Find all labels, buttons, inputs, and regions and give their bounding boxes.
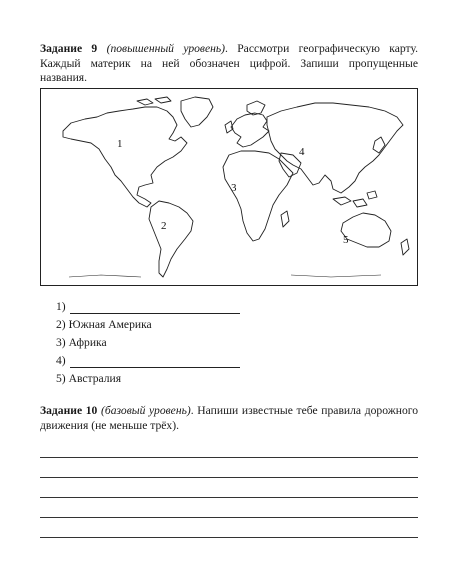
task-10-level: (базовый уровень)	[101, 404, 191, 417]
australia-outline	[341, 213, 391, 247]
answer-number: 1)	[56, 300, 66, 313]
task-10	[40, 404, 418, 433]
answer-blank[interactable]	[70, 303, 240, 314]
task-10-text: . Напиши известные тебе правила дорожного движения (не меньше трёх).	[40, 404, 419, 432]
world-map	[40, 88, 418, 286]
answer-text: Австралия	[68, 372, 122, 385]
task-9-level: (повышенный уровень)	[106, 42, 225, 55]
answer-number: 2)	[56, 318, 66, 331]
answer-4	[56, 350, 256, 368]
map-label-4: 4	[299, 146, 305, 158]
answer-1	[56, 296, 256, 314]
map-label-3: 3	[231, 182, 237, 194]
answer-number: 3)	[56, 336, 66, 349]
answer-number: 5)	[56, 372, 66, 385]
answer-blank[interactable]	[70, 357, 240, 368]
answer-list	[56, 296, 256, 386]
greenland-outline	[181, 97, 213, 127]
answer-3	[56, 332, 256, 350]
north-america-outline	[63, 107, 187, 207]
map-label-5: 5	[343, 234, 349, 246]
writing-line[interactable]	[40, 478, 418, 498]
writing-line[interactable]	[40, 458, 418, 478]
task-9-text: . Рассмотри географическую карту. Каждый материк на ней обозначен цифрой. Запиши пропущенные названия.	[40, 42, 418, 84]
answer-5	[56, 368, 256, 386]
map-label-1: 1	[117, 138, 123, 150]
africa-outline	[223, 151, 293, 241]
map-label-2: 2	[161, 220, 167, 232]
answer-2	[56, 314, 256, 332]
answer-number: 4)	[56, 354, 66, 367]
task-9-heading: Задание 9	[40, 42, 98, 55]
europe-outline	[231, 113, 269, 147]
answer-text: Африка	[68, 336, 107, 349]
task-9	[40, 42, 418, 86]
south-america-outline	[149, 201, 193, 277]
writing-line[interactable]	[40, 438, 418, 458]
answer-text: Южная Америка	[68, 318, 152, 331]
writing-lines	[40, 438, 418, 538]
writing-line[interactable]	[40, 498, 418, 518]
writing-line[interactable]	[40, 518, 418, 538]
task-10-heading: Задание 10	[40, 404, 98, 417]
